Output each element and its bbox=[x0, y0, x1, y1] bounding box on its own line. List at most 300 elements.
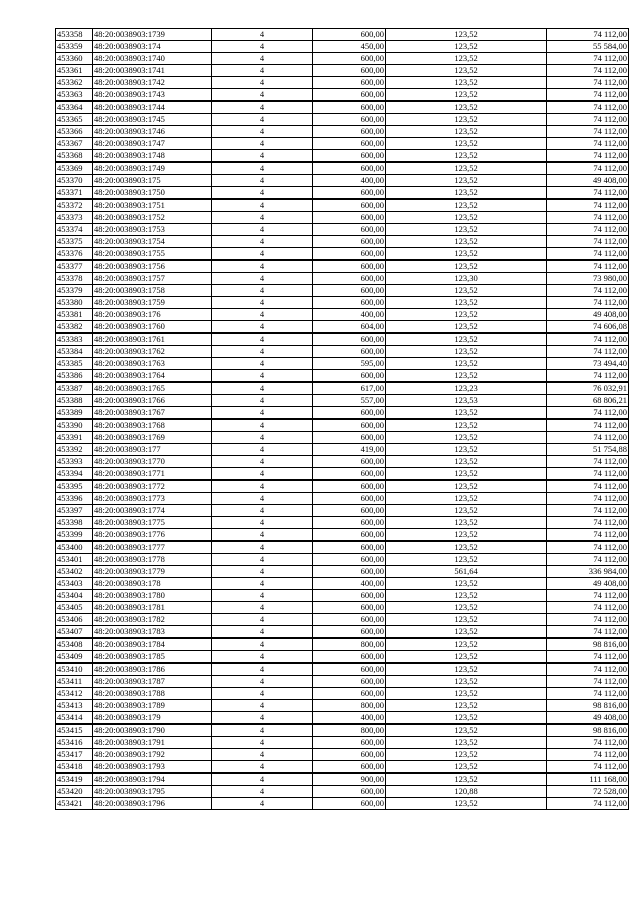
value-cell: 74 112,00 bbox=[547, 65, 629, 77]
cadastral-number-cell: 48:20:0038903:1750 bbox=[93, 187, 212, 200]
value-cell: 74 112,00 bbox=[547, 554, 629, 566]
rate-cell: 123,52 bbox=[386, 346, 547, 358]
value-cell: 74 112,00 bbox=[547, 333, 629, 346]
rate-cell: 123,23 bbox=[386, 382, 547, 395]
area-cell: 600,00 bbox=[313, 554, 386, 566]
row-number-cell: 453411 bbox=[56, 676, 93, 688]
rate-cell: 123,52 bbox=[386, 493, 547, 505]
rate-cell: 123,52 bbox=[386, 199, 547, 212]
row-number-cell: 453366 bbox=[56, 126, 93, 138]
category-cell: 4 bbox=[212, 126, 313, 138]
category-cell: 4 bbox=[212, 468, 313, 481]
row-number-cell: 453420 bbox=[56, 786, 93, 798]
rate-cell: 123,52 bbox=[386, 541, 547, 554]
area-cell: 800,00 bbox=[313, 700, 386, 712]
row-number-cell: 453407 bbox=[56, 626, 93, 639]
value-cell: 74 112,00 bbox=[547, 541, 629, 554]
category-cell: 4 bbox=[212, 358, 313, 370]
category-cell: 4 bbox=[212, 309, 313, 321]
table-row bbox=[56, 468, 629, 481]
table-row bbox=[56, 798, 629, 810]
table-row bbox=[56, 541, 629, 554]
rate-cell: 123,52 bbox=[386, 480, 547, 493]
table-row bbox=[56, 432, 629, 444]
category-cell: 4 bbox=[212, 798, 313, 810]
area-cell: 600,00 bbox=[313, 614, 386, 626]
value-cell: 74 112,00 bbox=[547, 89, 629, 102]
cadastral-number-cell: 48:20:0038903:1789 bbox=[93, 700, 212, 712]
table-row bbox=[56, 761, 629, 774]
cadastral-number-cell: 48:20:0038903:174 bbox=[93, 41, 212, 53]
rate-cell: 123,52 bbox=[386, 212, 547, 224]
table-row bbox=[56, 554, 629, 566]
row-number-cell: 453417 bbox=[56, 749, 93, 761]
area-cell: 600,00 bbox=[313, 566, 386, 578]
area-cell: 600,00 bbox=[313, 517, 386, 529]
area-cell: 600,00 bbox=[313, 273, 386, 285]
category-cell: 4 bbox=[212, 529, 313, 542]
cadastral-number-cell: 48:20:0038903:1785 bbox=[93, 651, 212, 664]
area-cell: 600,00 bbox=[313, 737, 386, 749]
category-cell: 4 bbox=[212, 541, 313, 554]
area-cell: 400,00 bbox=[313, 175, 386, 187]
value-cell: 98 816,00 bbox=[547, 724, 629, 737]
value-cell: 74 112,00 bbox=[547, 761, 629, 774]
cadastral-number-cell: 48:20:0038903:1781 bbox=[93, 602, 212, 614]
cadastral-number-cell: 48:20:0038903:1796 bbox=[93, 798, 212, 810]
value-cell: 74 112,00 bbox=[547, 407, 629, 420]
row-number-cell: 453397 bbox=[56, 505, 93, 517]
table-row bbox=[56, 602, 629, 614]
area-cell: 600,00 bbox=[313, 199, 386, 212]
row-number-cell: 453406 bbox=[56, 614, 93, 626]
table-row bbox=[56, 737, 629, 749]
category-cell: 4 bbox=[212, 53, 313, 65]
table-row bbox=[56, 126, 629, 138]
row-number-cell: 453398 bbox=[56, 517, 93, 529]
value-cell: 74 112,00 bbox=[547, 480, 629, 493]
area-cell: 604,00 bbox=[313, 321, 386, 334]
value-cell: 98 816,00 bbox=[547, 700, 629, 712]
value-cell: 74 112,00 bbox=[547, 212, 629, 224]
row-number-cell: 453395 bbox=[56, 480, 93, 493]
category-cell: 4 bbox=[212, 297, 313, 309]
rate-cell: 123,52 bbox=[386, 309, 547, 321]
row-number-cell: 453368 bbox=[56, 150, 93, 163]
rate-cell: 123,52 bbox=[386, 260, 547, 273]
category-cell: 4 bbox=[212, 688, 313, 700]
cadastral-number-cell: 48:20:0038903:1741 bbox=[93, 65, 212, 77]
cadastral-number-cell: 48:20:0038903:1795 bbox=[93, 786, 212, 798]
area-cell: 800,00 bbox=[313, 724, 386, 737]
cadastral-number-cell: 48:20:0038903:1767 bbox=[93, 407, 212, 420]
value-cell: 74 112,00 bbox=[547, 529, 629, 542]
table-row bbox=[56, 456, 629, 468]
value-cell: 74 112,00 bbox=[547, 260, 629, 273]
rate-cell: 123,52 bbox=[386, 89, 547, 102]
rate-cell: 123,52 bbox=[386, 749, 547, 761]
rate-cell: 123,52 bbox=[386, 407, 547, 420]
row-number-cell: 453394 bbox=[56, 468, 93, 481]
area-cell: 600,00 bbox=[313, 602, 386, 614]
table-row bbox=[56, 663, 629, 676]
area-cell: 600,00 bbox=[313, 248, 386, 261]
cadastral-number-cell: 48:20:0038903:1758 bbox=[93, 285, 212, 297]
table-row bbox=[56, 114, 629, 126]
rate-cell: 123,52 bbox=[386, 236, 547, 248]
area-cell: 600,00 bbox=[313, 77, 386, 89]
table-row bbox=[56, 419, 629, 432]
row-number-cell: 453375 bbox=[56, 236, 93, 248]
table-row bbox=[56, 712, 629, 725]
table-row bbox=[56, 273, 629, 285]
table-row bbox=[56, 175, 629, 187]
cadastral-number-cell: 48:20:0038903:1768 bbox=[93, 419, 212, 432]
table-row bbox=[56, 786, 629, 798]
row-number-cell: 453358 bbox=[56, 29, 93, 41]
value-cell: 74 606,08 bbox=[547, 321, 629, 334]
category-cell: 4 bbox=[212, 761, 313, 774]
area-cell: 600,00 bbox=[313, 493, 386, 505]
area-cell: 600,00 bbox=[313, 236, 386, 248]
area-cell: 600,00 bbox=[313, 541, 386, 554]
area-cell: 400,00 bbox=[313, 712, 386, 725]
cadastral-number-cell: 48:20:0038903:1745 bbox=[93, 114, 212, 126]
table-row bbox=[56, 29, 629, 41]
cadastral-number-cell: 48:20:0038903:1787 bbox=[93, 676, 212, 688]
row-number-cell: 453367 bbox=[56, 138, 93, 150]
category-cell: 4 bbox=[212, 101, 313, 114]
table-row bbox=[56, 53, 629, 65]
rate-cell: 123,52 bbox=[386, 529, 547, 542]
area-cell: 600,00 bbox=[313, 297, 386, 309]
row-number-cell: 453413 bbox=[56, 700, 93, 712]
area-cell: 600,00 bbox=[313, 688, 386, 700]
category-cell: 4 bbox=[212, 493, 313, 505]
category-cell: 4 bbox=[212, 712, 313, 725]
row-number-cell: 453364 bbox=[56, 101, 93, 114]
category-cell: 4 bbox=[212, 187, 313, 200]
area-cell: 600,00 bbox=[313, 651, 386, 664]
value-cell: 73 980,00 bbox=[547, 273, 629, 285]
category-cell: 4 bbox=[212, 212, 313, 224]
rate-cell: 123,52 bbox=[386, 638, 547, 651]
value-cell: 72 528,00 bbox=[547, 786, 629, 798]
row-number-cell: 453371 bbox=[56, 187, 93, 200]
rate-cell: 123,52 bbox=[386, 175, 547, 187]
cadastral-number-cell: 48:20:0038903:1763 bbox=[93, 358, 212, 370]
row-number-cell: 453365 bbox=[56, 114, 93, 126]
row-number-cell: 453403 bbox=[56, 578, 93, 590]
row-number-cell: 453405 bbox=[56, 602, 93, 614]
rate-cell: 123,52 bbox=[386, 138, 547, 150]
table-row bbox=[56, 651, 629, 664]
category-cell: 4 bbox=[212, 786, 313, 798]
area-cell: 600,00 bbox=[313, 162, 386, 175]
cadastral-number-cell: 48:20:0038903:1748 bbox=[93, 150, 212, 163]
value-cell: 49 408,00 bbox=[547, 578, 629, 590]
row-number-cell: 453360 bbox=[56, 53, 93, 65]
row-number-cell: 453383 bbox=[56, 333, 93, 346]
rate-cell: 123,52 bbox=[386, 468, 547, 481]
cadastral-number-cell: 48:20:0038903:1779 bbox=[93, 566, 212, 578]
cadastral-number-cell: 48:20:0038903:176 bbox=[93, 309, 212, 321]
category-cell: 4 bbox=[212, 114, 313, 126]
cadastral-number-cell: 48:20:0038903:1755 bbox=[93, 248, 212, 261]
rate-cell: 123,52 bbox=[386, 297, 547, 309]
cadastral-number-cell: 48:20:0038903:1784 bbox=[93, 638, 212, 651]
row-number-cell: 453396 bbox=[56, 493, 93, 505]
cadastral-number-cell: 48:20:0038903:1782 bbox=[93, 614, 212, 626]
table-row bbox=[56, 480, 629, 493]
rate-cell: 123,52 bbox=[386, 505, 547, 517]
table-row bbox=[56, 260, 629, 273]
rate-cell: 123,52 bbox=[386, 712, 547, 725]
cadastral-number-cell: 48:20:0038903:177 bbox=[93, 444, 212, 456]
rate-cell: 123,52 bbox=[386, 663, 547, 676]
table-row bbox=[56, 724, 629, 737]
table-row bbox=[56, 236, 629, 248]
category-cell: 4 bbox=[212, 65, 313, 77]
table-row bbox=[56, 493, 629, 505]
cadastral-number-cell: 48:20:0038903:1786 bbox=[93, 663, 212, 676]
value-cell: 74 112,00 bbox=[547, 468, 629, 481]
table-row bbox=[56, 346, 629, 358]
rate-cell: 123,52 bbox=[386, 101, 547, 114]
cadastral-number-cell: 48:20:0038903:1757 bbox=[93, 273, 212, 285]
table-row bbox=[56, 382, 629, 395]
area-cell: 600,00 bbox=[313, 333, 386, 346]
rate-cell: 123,52 bbox=[386, 370, 547, 383]
area-cell: 600,00 bbox=[313, 590, 386, 602]
rate-cell: 561,64 bbox=[386, 566, 547, 578]
cadastral-number-cell: 48:20:0038903:1739 bbox=[93, 29, 212, 41]
area-cell: 595,00 bbox=[313, 358, 386, 370]
row-number-cell: 453369 bbox=[56, 162, 93, 175]
value-cell: 74 112,00 bbox=[547, 285, 629, 297]
area-cell: 600,00 bbox=[313, 346, 386, 358]
value-cell: 76 032,91 bbox=[547, 382, 629, 395]
table-row bbox=[56, 614, 629, 626]
category-cell: 4 bbox=[212, 578, 313, 590]
document-table bbox=[55, 28, 629, 810]
table-row bbox=[56, 638, 629, 651]
table-row bbox=[56, 749, 629, 761]
area-cell: 600,00 bbox=[313, 65, 386, 77]
area-cell: 600,00 bbox=[313, 285, 386, 297]
category-cell: 4 bbox=[212, 175, 313, 187]
category-cell: 4 bbox=[212, 236, 313, 248]
cadastral-number-cell: 48:20:0038903:1761 bbox=[93, 333, 212, 346]
category-cell: 4 bbox=[212, 333, 313, 346]
cadastral-number-cell: 48:20:0038903:1751 bbox=[93, 199, 212, 212]
category-cell: 4 bbox=[212, 29, 313, 41]
value-cell: 74 112,00 bbox=[547, 236, 629, 248]
rate-cell: 123,52 bbox=[386, 737, 547, 749]
category-cell: 4 bbox=[212, 517, 313, 529]
value-cell: 74 112,00 bbox=[547, 138, 629, 150]
cadastral-number-cell: 48:20:0038903:1759 bbox=[93, 297, 212, 309]
category-cell: 4 bbox=[212, 248, 313, 261]
category-cell: 4 bbox=[212, 150, 313, 163]
value-cell: 74 112,00 bbox=[547, 651, 629, 664]
rate-cell: 123,52 bbox=[386, 126, 547, 138]
value-cell: 73 494,40 bbox=[547, 358, 629, 370]
category-cell: 4 bbox=[212, 346, 313, 358]
value-cell: 74 112,00 bbox=[547, 187, 629, 200]
area-cell: 600,00 bbox=[313, 749, 386, 761]
row-number-cell: 453381 bbox=[56, 309, 93, 321]
table-row bbox=[56, 370, 629, 383]
value-cell: 74 112,00 bbox=[547, 162, 629, 175]
category-cell: 4 bbox=[212, 273, 313, 285]
value-cell: 74 112,00 bbox=[547, 126, 629, 138]
rate-cell: 123,52 bbox=[386, 688, 547, 700]
category-cell: 4 bbox=[212, 456, 313, 468]
value-cell: 74 112,00 bbox=[547, 297, 629, 309]
area-cell: 600,00 bbox=[313, 432, 386, 444]
rate-cell: 123,52 bbox=[386, 65, 547, 77]
cadastral-number-cell: 48:20:0038903:1765 bbox=[93, 382, 212, 395]
rate-cell: 123,52 bbox=[386, 700, 547, 712]
rate-cell: 123,52 bbox=[386, 432, 547, 444]
area-cell: 900,00 bbox=[313, 773, 386, 786]
table-row bbox=[56, 395, 629, 407]
rate-cell: 123,52 bbox=[386, 41, 547, 53]
table-row bbox=[56, 676, 629, 688]
rate-cell: 123,52 bbox=[386, 578, 547, 590]
row-number-cell: 453414 bbox=[56, 712, 93, 725]
area-cell: 600,00 bbox=[313, 529, 386, 542]
row-number-cell: 453359 bbox=[56, 41, 93, 53]
rate-cell: 123,52 bbox=[386, 761, 547, 774]
value-cell: 74 112,00 bbox=[547, 798, 629, 810]
cadastral-number-cell: 48:20:0038903:1756 bbox=[93, 260, 212, 273]
value-cell: 74 112,00 bbox=[547, 626, 629, 639]
row-number-cell: 453384 bbox=[56, 346, 93, 358]
value-cell: 74 112,00 bbox=[547, 602, 629, 614]
area-cell: 600,00 bbox=[313, 480, 386, 493]
area-cell: 600,00 bbox=[313, 456, 386, 468]
table-row bbox=[56, 517, 629, 529]
value-cell: 111 168,00 bbox=[547, 773, 629, 786]
cadastral-number-cell: 48:20:0038903:1753 bbox=[93, 224, 212, 236]
cadastral-number-cell: 48:20:0038903:1794 bbox=[93, 773, 212, 786]
rate-cell: 123,52 bbox=[386, 444, 547, 456]
cadastral-number-cell: 48:20:0038903:1760 bbox=[93, 321, 212, 334]
cadastral-number-cell: 48:20:0038903:1740 bbox=[93, 53, 212, 65]
row-number-cell: 453415 bbox=[56, 724, 93, 737]
table-row bbox=[56, 89, 629, 102]
cadastral-number-cell: 48:20:0038903:1762 bbox=[93, 346, 212, 358]
category-cell: 4 bbox=[212, 444, 313, 456]
table-row bbox=[56, 333, 629, 346]
rate-cell: 123,52 bbox=[386, 651, 547, 664]
area-cell: 600,00 bbox=[313, 370, 386, 383]
cadastral-number-cell: 48:20:0038903:1774 bbox=[93, 505, 212, 517]
rate-cell: 123,52 bbox=[386, 53, 547, 65]
category-cell: 4 bbox=[212, 419, 313, 432]
row-number-cell: 453399 bbox=[56, 529, 93, 542]
cadastral-number-cell: 48:20:0038903:1744 bbox=[93, 101, 212, 114]
table-row bbox=[56, 41, 629, 53]
value-cell: 68 806,21 bbox=[547, 395, 629, 407]
value-cell: 74 112,00 bbox=[547, 346, 629, 358]
value-cell: 74 112,00 bbox=[547, 456, 629, 468]
area-cell: 600,00 bbox=[313, 798, 386, 810]
rate-cell: 123,52 bbox=[386, 773, 547, 786]
row-number-cell: 453416 bbox=[56, 737, 93, 749]
rate-cell: 123,52 bbox=[386, 724, 547, 737]
value-cell: 74 112,00 bbox=[547, 101, 629, 114]
cadastral-number-cell: 48:20:0038903:1793 bbox=[93, 761, 212, 774]
category-cell: 4 bbox=[212, 773, 313, 786]
row-number-cell: 453386 bbox=[56, 370, 93, 383]
value-cell: 74 112,00 bbox=[547, 150, 629, 163]
area-cell: 557,00 bbox=[313, 395, 386, 407]
table-row bbox=[56, 162, 629, 175]
table-row bbox=[56, 297, 629, 309]
area-cell: 600,00 bbox=[313, 187, 386, 200]
category-cell: 4 bbox=[212, 626, 313, 639]
table-row bbox=[56, 321, 629, 334]
category-cell: 4 bbox=[212, 638, 313, 651]
cadastral-number-cell: 48:20:0038903:175 bbox=[93, 175, 212, 187]
area-cell: 600,00 bbox=[313, 89, 386, 102]
row-number-cell: 453404 bbox=[56, 590, 93, 602]
category-cell: 4 bbox=[212, 370, 313, 383]
value-cell: 74 112,00 bbox=[547, 29, 629, 41]
cadastral-number-cell: 48:20:0038903:1749 bbox=[93, 162, 212, 175]
cadastral-number-cell: 48:20:0038903:1743 bbox=[93, 89, 212, 102]
area-cell: 600,00 bbox=[313, 663, 386, 676]
rate-cell: 123,52 bbox=[386, 162, 547, 175]
category-cell: 4 bbox=[212, 138, 313, 150]
category-cell: 4 bbox=[212, 590, 313, 602]
rate-cell: 123,52 bbox=[386, 554, 547, 566]
value-cell: 74 112,00 bbox=[547, 614, 629, 626]
rate-cell: 123,52 bbox=[386, 285, 547, 297]
cadastral-number-cell: 48:20:0038903:1778 bbox=[93, 554, 212, 566]
row-number-cell: 453363 bbox=[56, 89, 93, 102]
row-number-cell: 453387 bbox=[56, 382, 93, 395]
category-cell: 4 bbox=[212, 395, 313, 407]
value-cell: 74 112,00 bbox=[547, 493, 629, 505]
category-cell: 4 bbox=[212, 432, 313, 444]
area-cell: 617,00 bbox=[313, 382, 386, 395]
row-number-cell: 453374 bbox=[56, 224, 93, 236]
table-row bbox=[56, 590, 629, 602]
row-number-cell: 453419 bbox=[56, 773, 93, 786]
row-number-cell: 453392 bbox=[56, 444, 93, 456]
value-cell: 74 112,00 bbox=[547, 224, 629, 236]
category-cell: 4 bbox=[212, 77, 313, 89]
row-number-cell: 453400 bbox=[56, 541, 93, 554]
area-cell: 600,00 bbox=[313, 468, 386, 481]
category-cell: 4 bbox=[212, 260, 313, 273]
value-cell: 74 112,00 bbox=[547, 199, 629, 212]
area-cell: 600,00 bbox=[313, 101, 386, 114]
rate-cell: 123,52 bbox=[386, 676, 547, 688]
rate-cell: 123,52 bbox=[386, 77, 547, 89]
cadastral-number-cell: 48:20:0038903:1772 bbox=[93, 480, 212, 493]
table-row bbox=[56, 248, 629, 261]
cadastral-number-cell: 48:20:0038903:1764 bbox=[93, 370, 212, 383]
category-cell: 4 bbox=[212, 41, 313, 53]
category-cell: 4 bbox=[212, 407, 313, 420]
rate-cell: 123,52 bbox=[386, 224, 547, 236]
area-cell: 600,00 bbox=[313, 138, 386, 150]
